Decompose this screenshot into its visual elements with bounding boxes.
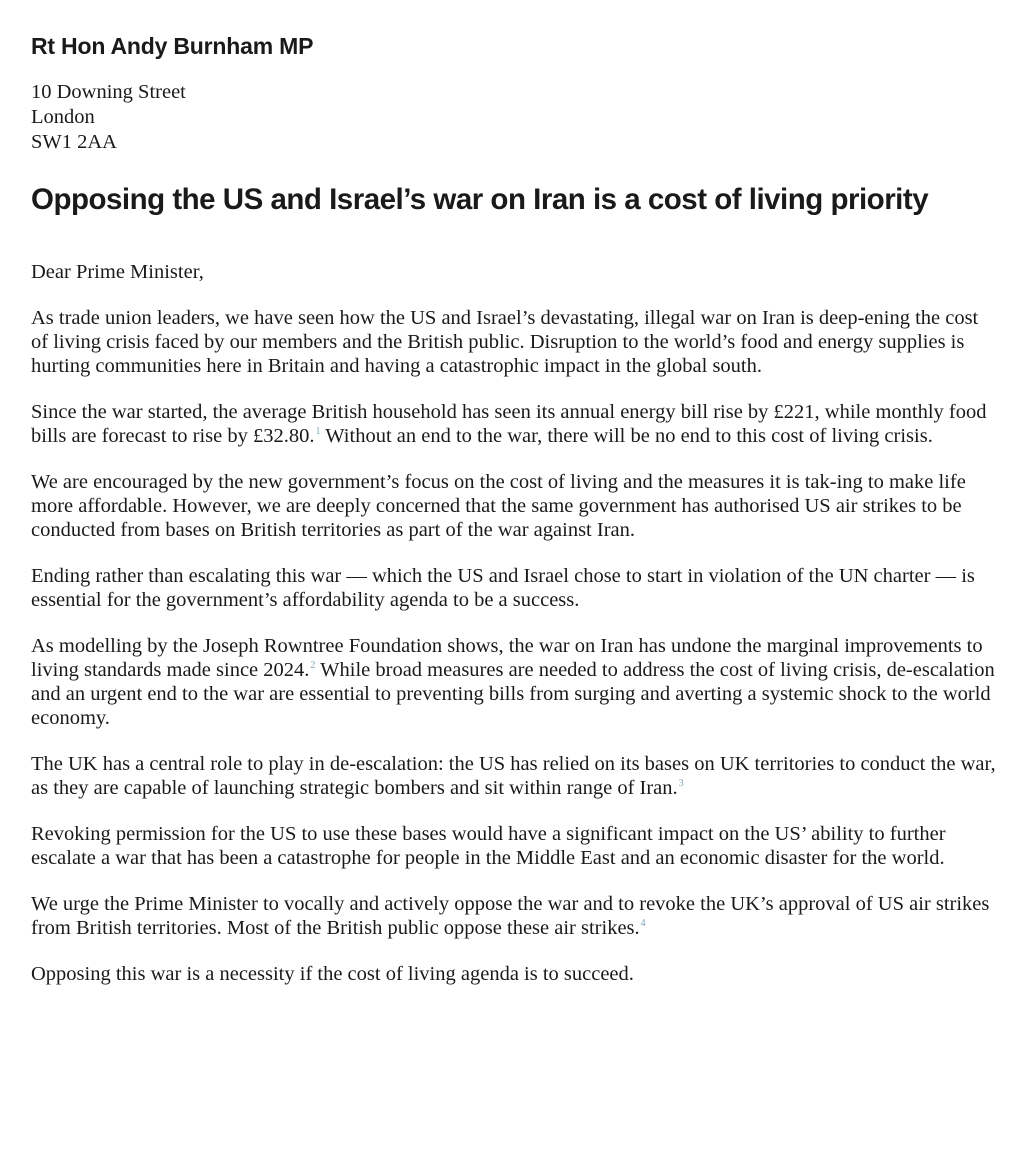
recipient-name: Rt Hon Andy Burnham MP xyxy=(31,33,314,59)
footnote-marker[interactable]: 4 xyxy=(640,918,646,930)
paragraph: We are encouraged by the new government’s focus on the cost of living and the measures it is tak-ing to make life more affordable. However, we are deeply concerned that the same government has authorised US air strikes to be conducted from bases on British territories as part of the war against Iran. xyxy=(31,471,966,541)
paragraph: Ending rather than escalating this war — which the US and Israel chose to start in violation of the UN charter — is essential for the government’s affordability agenda to be a success. xyxy=(31,565,975,611)
paragraph: The UK has a central role to play in de-escalation: the US has relied on its bases on UK territories to conduct the war, as they are capable of launching strategic bombers and sit within range of Iran.$^3$ xyxy=(31,753,996,799)
paragraph: As modelling by the Joseph Rowntree Foundation shows, the war on Iran has undone the marginal improvements to living standards made since 2024.$^2$ While broad measures are needed to address the cost of living crisis, de-escalation and an urgent end to the war are essential to preventing bills from surging and averting a systemic shock to the world economy. xyxy=(31,635,995,729)
footnote-marker[interactable]: 1 xyxy=(315,426,321,438)
footnote-marker[interactable]: 3 xyxy=(678,778,684,790)
address-line: London xyxy=(31,106,95,128)
paragraph: We urge the Prime Minister to vocally and actively oppose the war and to revoke the UK’s approval of US air strikes from British territories. Most of the British public oppose these air strikes.$^4$ xyxy=(31,893,990,939)
footnote-marker[interactable]: 2 xyxy=(310,660,316,672)
letter-headline: Opposing the US and Israel’s war on Iran is a cost of living priority xyxy=(31,183,929,216)
paragraph: As trade union leaders, we have seen how the US and Israel’s devastating, illegal war on Iran is deep-ening the cost of living crisis faced by our members and the British public. Disruption to the world’s food and energy supplies is hurting communities here in Britain and having a catastrophic impact in the global south. xyxy=(31,307,979,377)
recipient-address xyxy=(31,80,998,155)
paragraph: Since the war started, the average British household has seen its annual energy bill rise by £221, while monthly food bills are forecast to rise by £32.80.$^1$ Without an end to the war, there will be no end to this cost of living crisis. xyxy=(31,401,987,447)
address-line: 10 Downing Street xyxy=(31,81,186,103)
letter-body xyxy=(31,260,998,986)
address-line: SW1 2AA xyxy=(31,131,117,153)
paragraph: Opposing this war is a necessity if the cost of living agenda is to succeed. xyxy=(31,963,634,985)
salutation: Dear Prime Minister, xyxy=(31,261,204,283)
paragraph: Revoking permission for the US to use these bases would have a significant impact on the US’ ability to further escalate a war that has been a catastrophe for people in the Middle East and an economic disaster for the world. xyxy=(31,823,946,869)
